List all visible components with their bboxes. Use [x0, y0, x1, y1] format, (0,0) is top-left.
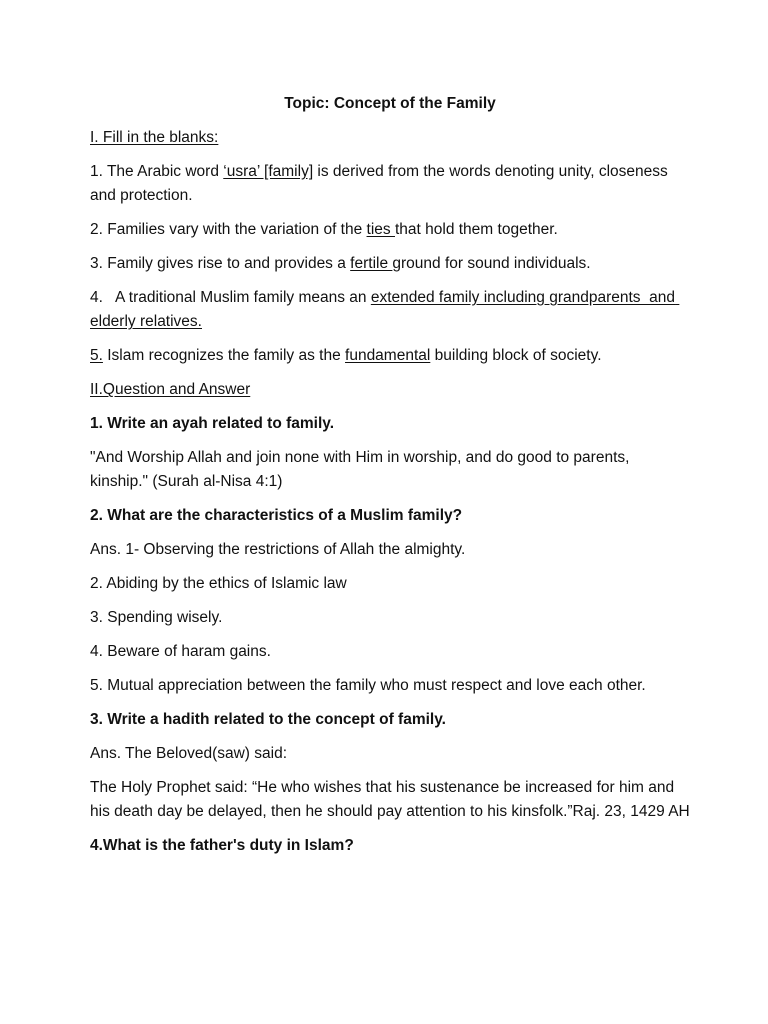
section1-heading: I. Fill in the blanks: [90, 129, 219, 146]
answer-1: "And Worship Allah and join none with Him in worship, and do good to parents, kinship." (Surah al-Nisa 4:1) [90, 449, 630, 490]
blank-item-2 [90, 218, 690, 242]
blank-item-5-post: building block of society. [430, 347, 602, 364]
answer-2-line-3: 3. Spending wisely. [90, 609, 223, 626]
blank-item-3-pre: 3. Family gives rise to and provides a [90, 255, 351, 272]
blank-item-1-post: is derived from the words denoting unity, closeness and protection. [90, 163, 668, 204]
blank-item-3-post: ground for sound individuals. [392, 255, 591, 272]
blank-item-1 [90, 160, 690, 208]
blank-item-5-num: 5. [90, 347, 103, 364]
answer-3-intro: Ans. The Beloved(saw) said: [90, 745, 288, 762]
blank-item-5 [90, 344, 690, 368]
blank-item-4-pre: 4. A traditional Muslim family means an [90, 289, 371, 306]
question-1: 1. Write an ayah related to family. [90, 415, 335, 432]
blank-item-1-answer: ‘usra’ [family] [223, 163, 314, 180]
question-3: 3. Write a hadith related to the concept of family. [90, 711, 446, 728]
page-title: Topic: Concept of the Family [284, 95, 496, 112]
blank-item-2-pre: 2. Families vary with the variation of the [90, 221, 367, 238]
blank-item-5-pre: Islam recognizes the family as the [102, 347, 346, 364]
answer-2-line-1: Ans. 1- Observing the restrictions of Allah the almighty. [90, 541, 466, 558]
answer-2-line-4: 4. Beware of haram gains. [90, 643, 271, 660]
section2-heading: II.Question and Answer [90, 381, 251, 398]
blank-item-5-answer: fundamental [345, 347, 431, 364]
blank-item-2-answer: ties [366, 221, 395, 238]
question-4: 4.What is the father's duty in Islam? [90, 837, 354, 854]
answer-3-text: The Holy Prophet said: “He who wishes that his sustenance be increased for him and his death day be delayed, then he should pay attention to his kinsfolk.”Raj. 23, 1429 AH [90, 779, 690, 820]
answer-2-line-2: 2. Abiding by the ethics of Islamic law [90, 575, 347, 592]
blank-item-3-answer: fertile [350, 255, 393, 272]
question-2: 2. What are the characteristics of a Muslim family? [90, 507, 463, 524]
blank-item-3 [90, 252, 690, 276]
document-page [90, 92, 690, 868]
blank-item-4 [90, 286, 690, 334]
blank-item-2-post: that hold them together. [394, 221, 558, 238]
answer-2-line-5: 5. Mutual appreciation between the family who must respect and love each other. [90, 677, 646, 694]
blank-item-1-pre: 1. The Arabic word [90, 163, 224, 180]
blank-item-4-answer: extended family including grandparents and elderly relatives. [90, 289, 680, 330]
